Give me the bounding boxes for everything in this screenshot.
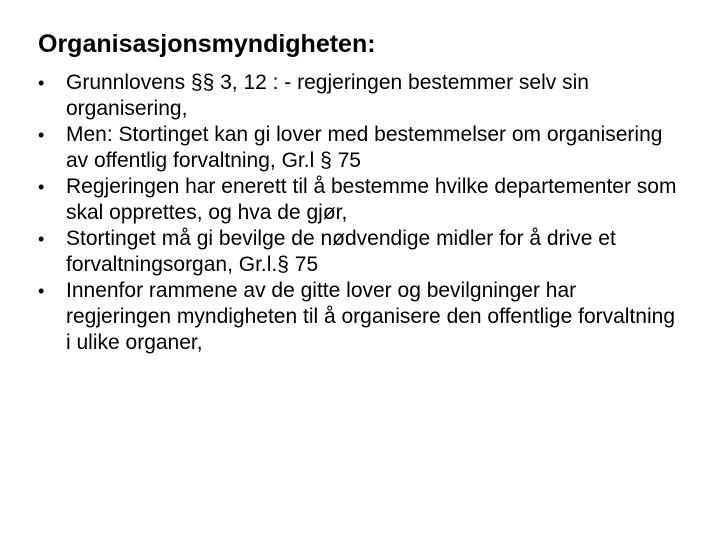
bullet-icon: • (38, 73, 45, 93)
bullet-text: Grunnlovens §§ 3, 12 : - regjeringen bestemmer selv sin organisering, (66, 71, 589, 120)
slide-title: Organisasjonsmyndigheten: (38, 30, 376, 58)
bullet-icon: • (38, 125, 45, 145)
bullet-item (38, 70, 678, 122)
bullet-text: Regjeringen har enerett til å bestemme hvilke departementer som skal opprettes, og hva de gjør, (66, 175, 677, 224)
bullet-item (38, 122, 678, 174)
bullet-list (38, 70, 678, 356)
bullet-text: Men: Stortinget kan gi lover med bestemmelser om organisering av offentlig forvaltning, Gr.l § 75 (66, 123, 663, 172)
bullet-text: Innenfor rammene av de gitte lover og bevilgninger har regjeringen myndigheten til å organisere den offentlige forvaltning i ulike organer, (66, 279, 676, 354)
bullet-icon: • (38, 281, 45, 301)
bullet-icon: • (38, 177, 45, 197)
bullet-item (38, 174, 678, 226)
bullet-item (38, 226, 678, 278)
bullet-text: Stortinget må gi bevilge de nødvendige midler for å drive et forvaltningsorgan, Gr.l.§ 75 (66, 227, 616, 276)
bullet-icon: • (38, 229, 45, 249)
bullet-item (38, 278, 678, 356)
